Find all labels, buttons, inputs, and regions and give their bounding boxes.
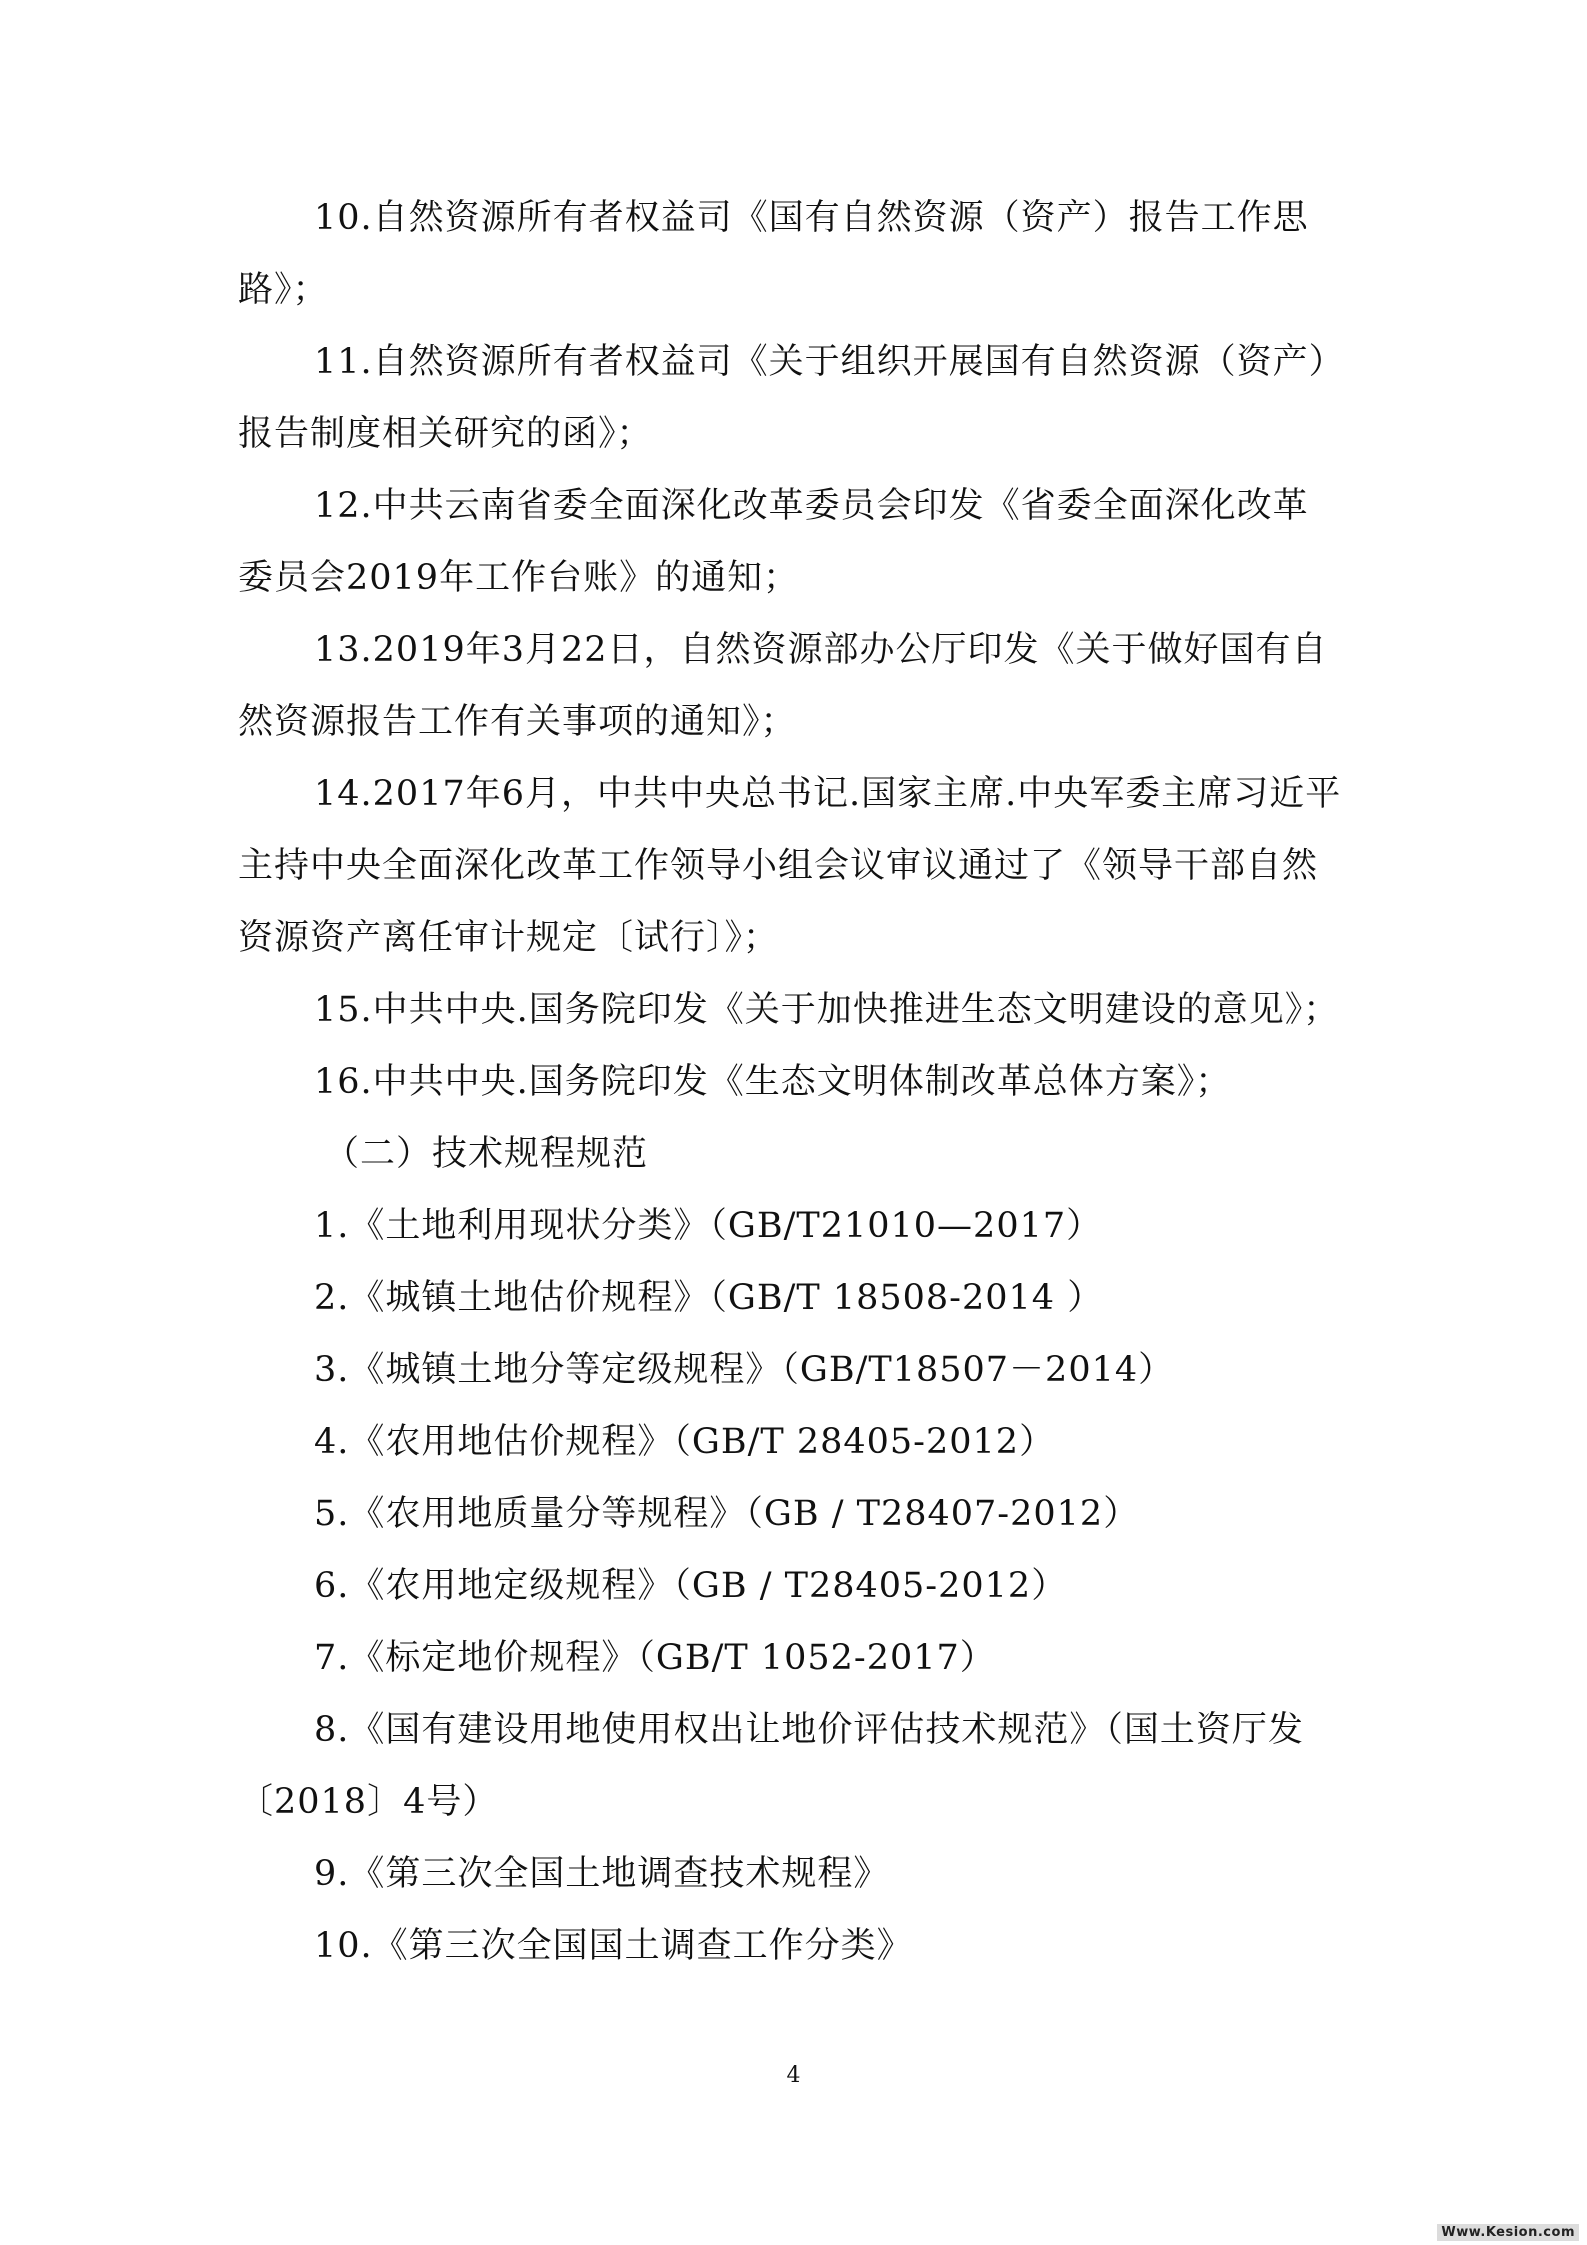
page-number: 4 xyxy=(786,2063,801,2088)
standard-item-3: 3.《城镇土地分等定级规程》（GB/T18507－2014） xyxy=(314,1350,1175,1390)
document-body xyxy=(238,182,1344,1982)
section-heading: （二）技术规程规范 xyxy=(324,1134,649,1174)
reference-item-13: 13.2019年3月22日，自然资源部办公厅印发《关于做好国有自然资源报告工作有关事项的通知》； xyxy=(238,630,1328,742)
standard-item-9: 9.《第三次全国土地调查技术规程》 xyxy=(314,1854,890,1894)
standard-item-6: 6.《农用地定级规程》（GB / T28405-2012） xyxy=(314,1566,1068,1606)
reference-item-14: 14.2017年6月，中共中央总书记.国家主席.中央军委主席习近平主持中央全面深化改革工作领导小组会议审议通过了《领导干部自然资源资产离任审计规定〔试行〕》； xyxy=(238,774,1342,958)
site-watermark: Www.Kesion.com xyxy=(1437,2224,1579,2241)
reference-item-10: 10.自然资源所有者权益司《国有自然资源（资产）报告工作思路》； xyxy=(238,198,1309,310)
standard-item-1: 1.《土地利用现状分类》（GB/T21010—2017） xyxy=(314,1206,1103,1246)
reference-item-16: 16.中共中央.国务院印发《生态文明体制改革总体方案》； xyxy=(314,1062,1232,1102)
standard-item-4: 4.《农用地估价规程》（GB/T 28405-2012） xyxy=(314,1422,1056,1462)
standard-item-7: 7.《标定地价规程》（GB/T 1052-2017） xyxy=(314,1638,996,1678)
standard-item-10: 10.《第三次全国国土调查工作分类》 xyxy=(314,1926,913,1966)
reference-item-12: 12.中共云南省委全面深化改革委员会印发《省委全面深化改革委员会2019年工作台账》的通知； xyxy=(238,486,1309,598)
reference-item-15: 15.中共中央.国务院印发《关于加快推进生态文明建设的意见》； xyxy=(314,990,1340,1030)
reference-item-11: 11.自然资源所有者权益司《关于组织开展国有自然资源（资产）报告制度相关研究的函》； xyxy=(238,342,1328,454)
standard-item-8: 8.《国有建设用地使用权出让地价评估技术规范》（国土资厅发〔2018〕4号） xyxy=(238,1710,1304,1822)
standard-item-2: 2.《城镇土地估价规程》（GB/T 18508-2014 ） xyxy=(314,1278,1104,1318)
standard-item-5: 5.《农用地质量分等规程》（GB / T28407-2012） xyxy=(314,1494,1140,1534)
